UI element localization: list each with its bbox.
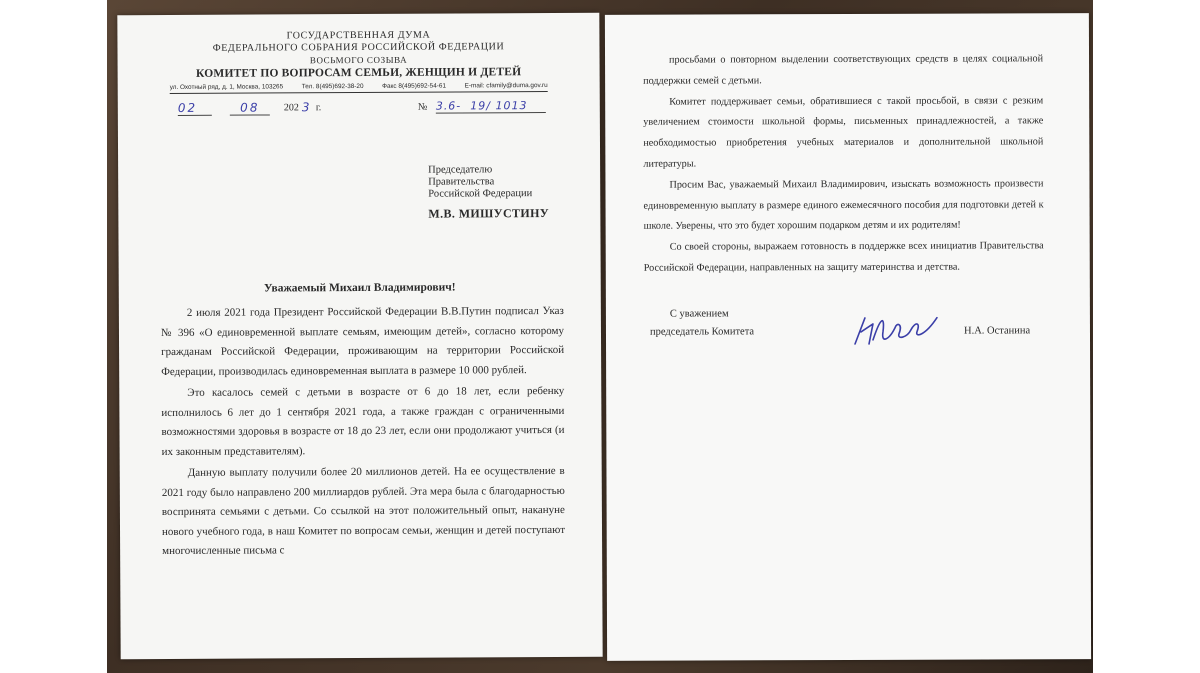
number-label: № [417, 101, 428, 113]
committee-address: ул. Охотный ряд, д. 1, Москва, 103265 [169, 83, 284, 91]
paragraph: Это касалось семей с детьми в возрасте от 6 до 18 лет, если ребенку исполнилось 6 лет до 1 сентября 2021 года, а также граждан с ограниченными возможностями здоровья в возрасте от 18 до 23 лет, если они продолжают учиться (и их законным представителям). [161, 384, 565, 458]
addressee-line-1: Председателю [428, 164, 493, 176]
letterhead-line-2: ФЕДЕРАЛЬНОГО СОБРАНИЯ РОССИЙСКОЙ ФЕДЕРАЦИИ [212, 41, 505, 54]
letterhead-line-1: ГОСУДАРСТВЕННАЯ ДУМА [286, 29, 431, 42]
committee-email: E-mail: cfamily@duma.gov.ru [464, 82, 548, 90]
paragraph: 2 июля 2021 года Президент Российской Федерации В.В.Путин подписал Указ № 396 «О единовременной выплате семьям, имеющим детей», согласно которому гражданам Российской Федерации, проживающим на территории Российской Федерации, производилась единовременная выплата в размере 10 000 рублей. [160, 304, 565, 378]
registration-date [178, 100, 338, 117]
signer-name: Н.А. Останина [963, 325, 1031, 337]
handwritten-signature [851, 310, 943, 350]
letterhead-contacts [170, 82, 548, 94]
date-year-marker: г. [315, 102, 322, 114]
letter-page-2 [605, 13, 1091, 661]
date-year-prefix: 202 [283, 102, 299, 114]
document-photo [107, 0, 1093, 673]
number-value: 3.6- 19/ 1013 [436, 99, 546, 114]
closing-regards: С уважением [669, 308, 729, 320]
paragraph: просьбами о повторном выделении соответствующих средств в целях социальной поддержки семей с детьми. [643, 53, 1044, 87]
committee-phone: Тел. 8(495)692-38-20 [301, 82, 364, 91]
paragraph: Просим Вас, уважаемый Михаил Владимирович, изыскать возможность произвести единовременную выплату в размере единого ежемесячного пособия для подготовки детей к школе. Уверены, что это будет хорошим подарком детям и их родителям! [643, 178, 1044, 233]
signer-position: председатель Комитета [649, 326, 755, 338]
addressee-line-2: Правительства [428, 176, 495, 188]
committee-title: КОМИТЕТ ПО ВОПРОСАМ СЕМЬИ, ЖЕНЩИН И ДЕТЕЙ [195, 66, 522, 80]
letter-body-page-1 [161, 302, 565, 562]
greeting: Уважаемый Михаил Владимирович! [263, 281, 456, 295]
paragraph: Данную выплату получили более 20 миллионов детей. На ее осуществление в 2021 году было направлено 200 миллиардов рублей. Эта мера была с благодарностью воспринята семьями с детьми. Со ссылкой на этот положительный опыт, накануне нового учебного года, в наш Комитет по вопросам семьи, женщин и детей поступают многочисленные письма с [161, 464, 566, 558]
registration-number [418, 99, 553, 116]
date-day: 02 [178, 101, 212, 116]
letter-page-1 [117, 13, 602, 660]
committee-fax: Факс 8(495)692-54-61 [382, 82, 447, 90]
addressee-line-3: Российской Федерации [428, 188, 533, 200]
addressee-name: М.В. МИШУСТИНУ [428, 206, 550, 221]
paragraph: Комитет поддерживает семьи, обратившиеся с такой просьбой, в связи с резким увеличением стоимости школьной формы, письменных принадлежностей, а также необходимостью приобретения учебных материалов и дополнительной школьной литературы. [643, 94, 1044, 170]
date-month: 08 [230, 100, 270, 115]
letterhead-line-3: ВОСЬМОГО СОЗЫВА [309, 54, 408, 66]
date-year-suffix: 3 [301, 100, 312, 115]
paragraph: Со своей стороны, выражаем готовность в поддержке всех инициатив Правительства Российской Федерации, направленных на защиту материнства и детства. [643, 240, 1044, 274]
letter-body-page-2 [643, 49, 1044, 279]
